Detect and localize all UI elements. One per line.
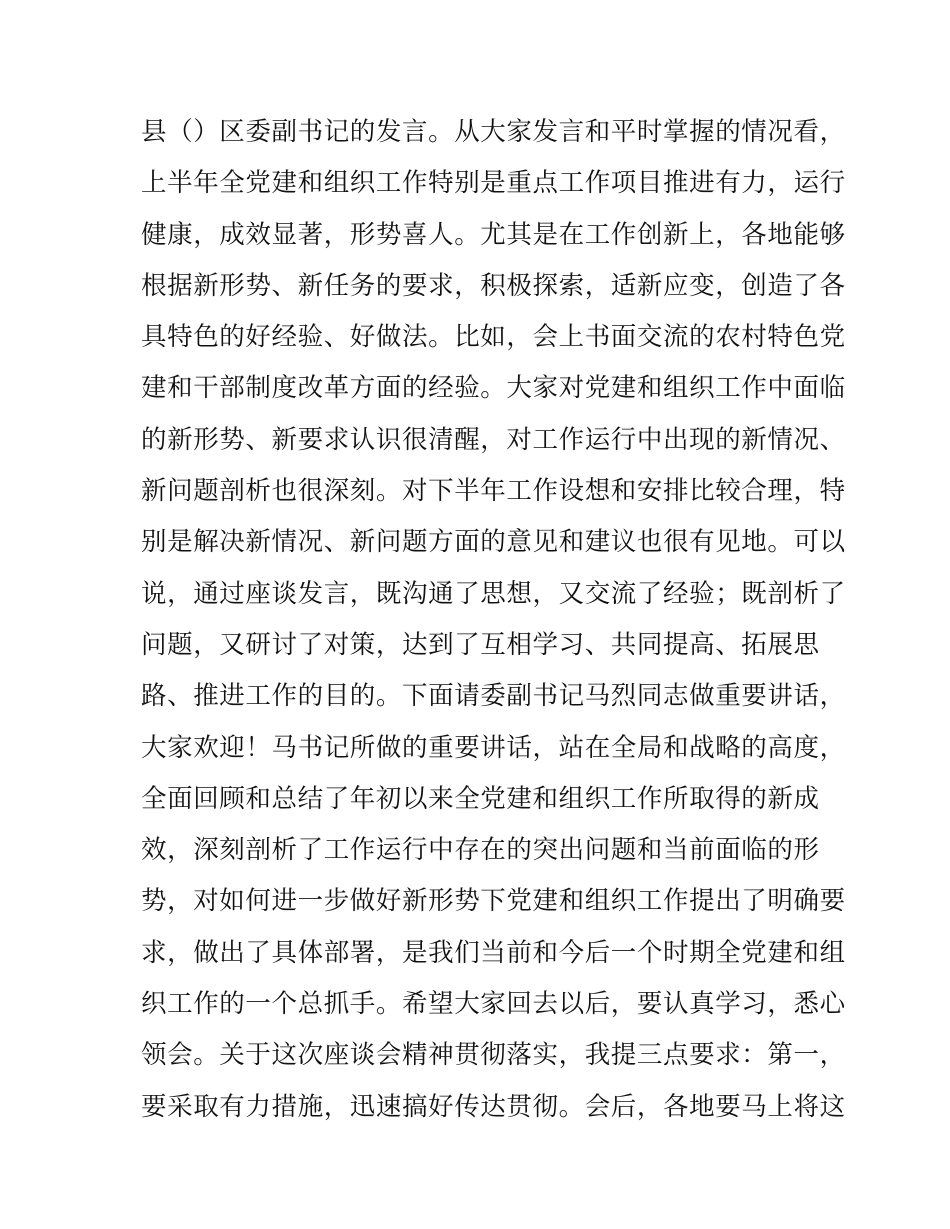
text-line: 大家欢迎！马书记所做的重要讲话，站在全局和战略的高度， (141, 732, 846, 763)
text-line: 别是解决新情况、新问题方面的意见和建议也很有见地。可以 (141, 527, 846, 558)
text-line: 求，做出了具体部署，是我们当前和今后一个时期全党建和组 (141, 937, 846, 968)
text-line: 全面回顾和总结了年初以来全党建和组织工作所取得的新成 (141, 783, 820, 814)
text-line: 织工作的一个总抓手。希望大家回去以后，要认真学习，悉心 (141, 989, 846, 1020)
text-line: 建和干部制度改革方面的经验。大家对党建和组织工作中面临 (141, 373, 846, 404)
text-line: 根据新形势、新任务的要求，积极探索，适新应变，创造了各 (141, 270, 846, 301)
text-line: 上半年全党建和组织工作特别是重点工作项目推进有力，运行 (141, 168, 846, 199)
text-line: 健康，成效显著，形势喜人。尤其是在工作创新上，各地能够 (141, 219, 846, 250)
text-line: 新问题剖析也很深刻。对下半年工作设想和安排比较合理，特 (141, 476, 846, 507)
text-line: 具特色的好经验、好做法。比如，会上书面交流的农村特色党 (141, 322, 846, 353)
body-text (141, 107, 846, 1133)
text-line: 说，通过座谈发言，既沟通了思想，又交流了经验；既剖析了 (141, 578, 846, 609)
text-line: 县（）区委副书记的发言。从大家发言和平时掌握的情况看， (141, 117, 846, 147)
text-line: 的新形势、新要求认识很清醒，对工作运行中出现的新情况、 (141, 424, 846, 455)
text-line: 领会。关于这次座谈会精神贯彻落实，我提三点要求：第一， (141, 1040, 846, 1071)
text-line: 效，深刻剖析了工作运行中存在的突出问题和当前面临的形 (141, 835, 820, 866)
text-line: 要采取有力措施，迅速搞好传达贯彻。会后，各地要马上将这 (141, 1091, 846, 1122)
text-line: 问题，又研讨了对策，达到了互相学习、共同提高、拓展思 (141, 629, 820, 660)
text-line: 势，对如何进一步做好新形势下党建和组织工作提出了明确要 (141, 886, 846, 917)
text-line: 路、推进工作的目的。下面请委副书记马烈同志做重要讲话， (141, 681, 846, 712)
